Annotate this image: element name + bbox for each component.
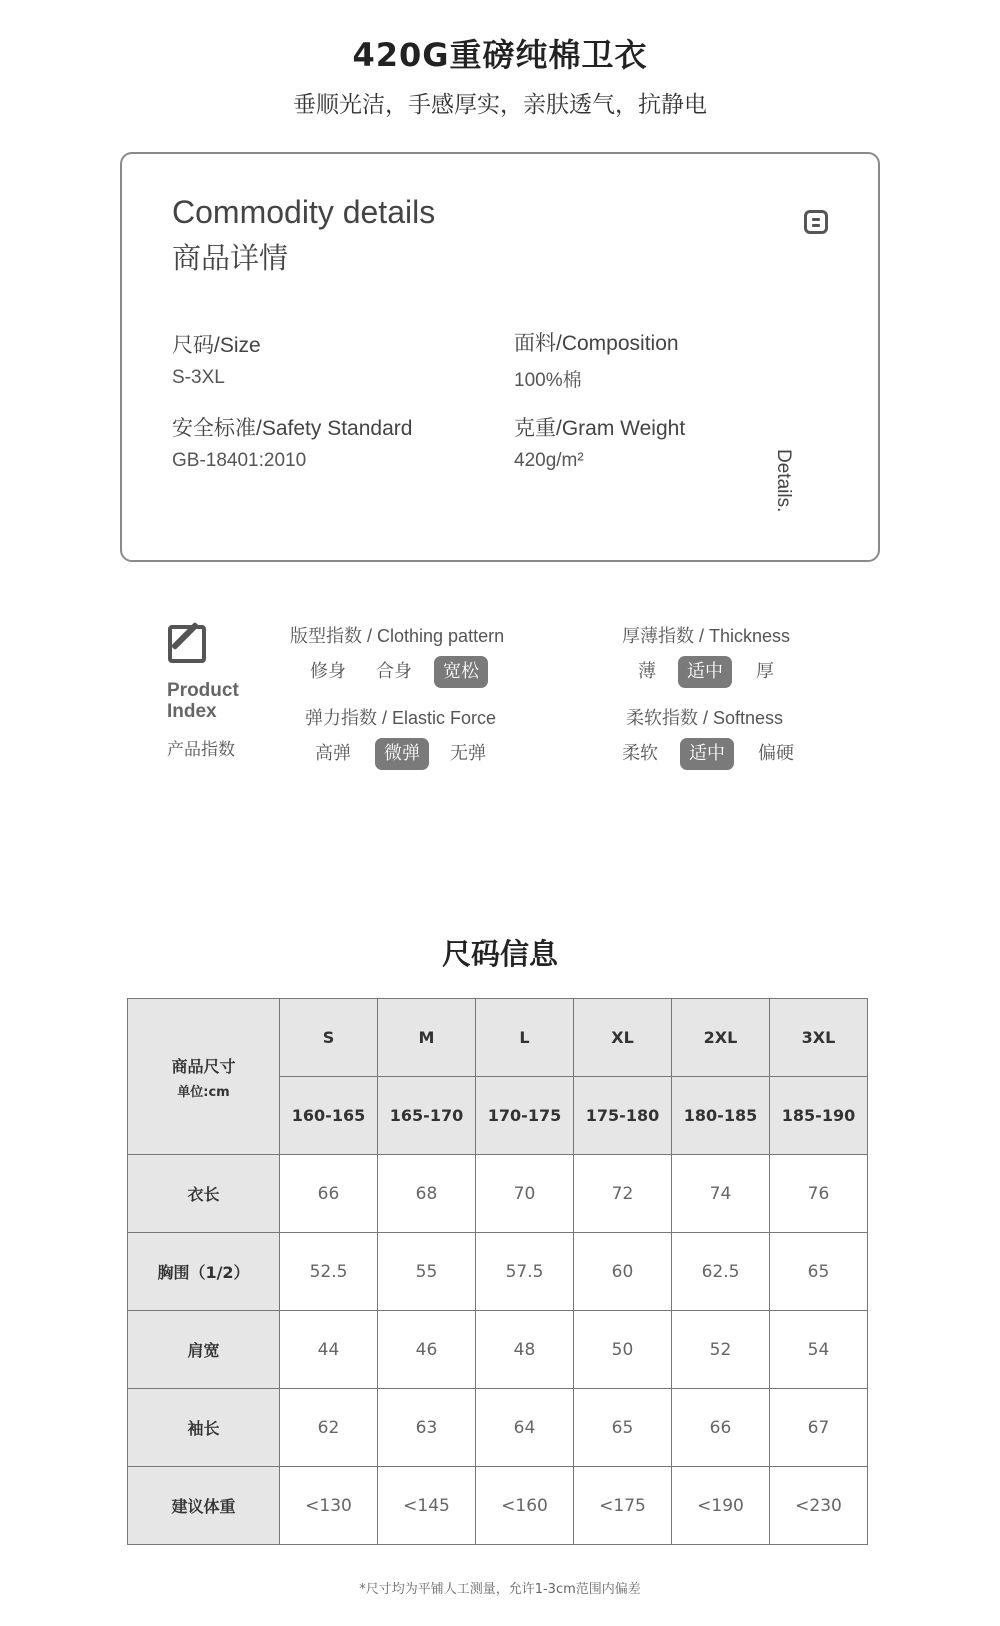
metric-option: 合身 (376, 661, 412, 682)
metric-option-selected: 微弹 (375, 738, 429, 770)
metric-options (622, 656, 942, 688)
metric-option: 柔软 (622, 743, 658, 764)
row-label: 胸围（1/2） (128, 1233, 280, 1311)
table-cell: 64 (476, 1389, 574, 1467)
table-cell: 63 (378, 1389, 476, 1467)
metric-elastic-force (305, 704, 625, 764)
corner-unit-label: 单位:cm (177, 1084, 230, 1100)
table-row (128, 1389, 868, 1467)
size-header-cell: M (378, 999, 476, 1077)
spec-label: 克重/Gram Weight (514, 417, 686, 440)
spec-gram-weight (514, 412, 685, 472)
page-subtitle: 垂顺光洁，手感厚实，亲肤透气，抗静电 (293, 92, 707, 118)
table-cell: 66 (280, 1155, 378, 1233)
row-label: 衣长 (128, 1155, 280, 1233)
metric-clothing-pattern (290, 622, 610, 682)
spec-label: 尺码/Size (172, 334, 261, 357)
table-cell: 74 (672, 1155, 770, 1233)
metric-option-selected: 适中 (678, 656, 732, 688)
spec-value: 100%棉 (514, 370, 582, 391)
metric-title (626, 704, 946, 730)
metric-thickness (622, 622, 942, 682)
table-row (128, 1311, 868, 1389)
table-cell: 62.5 (672, 1233, 770, 1311)
height-header-cell: 185-190 (770, 1077, 868, 1155)
size-header-cell: XL (574, 999, 672, 1077)
metric-option: 修身 (310, 661, 346, 682)
metric-title (622, 622, 942, 648)
table-cell: 57.5 (476, 1233, 574, 1311)
metric-title-cn: 弹力指数 (305, 708, 377, 729)
metric-options (622, 738, 946, 770)
metric-options (290, 656, 610, 688)
metric-option-selected: 适中 (680, 738, 734, 770)
details-side-label: Details. (773, 449, 794, 513)
metric-option: 薄 (638, 661, 656, 682)
metric-title (290, 622, 610, 648)
table-cell: 55 (378, 1233, 476, 1311)
height-header-cell: 180-185 (672, 1077, 770, 1155)
table-cell: <230 (770, 1467, 868, 1545)
commodity-title-cn: 商品详情 (172, 241, 289, 275)
table-cell: 62 (280, 1389, 378, 1467)
metric-softness (622, 704, 946, 764)
product-index-label (167, 680, 239, 722)
spec-safety-standard (172, 412, 412, 472)
row-label: 袖长 (128, 1389, 280, 1467)
metric-option: 厚 (756, 661, 774, 682)
page-title: 420G重磅纯棉卫衣 (352, 36, 648, 74)
table-cell: 50 (574, 1311, 672, 1389)
edit-icon (168, 625, 206, 663)
spec-label: 面料/Composition (514, 332, 679, 355)
product-index-line2: Index (167, 701, 217, 722)
size-header-cell: 3XL (770, 999, 868, 1077)
metric-title-en: / Softness (698, 708, 784, 728)
metric-title-en: / Thickness (694, 626, 791, 646)
height-header-cell: 165-170 (378, 1077, 476, 1155)
metric-option: 高弹 (315, 743, 351, 764)
metric-option-selected: 宽松 (434, 656, 488, 688)
row-label: 肩宽 (128, 1311, 280, 1389)
size-info-title: 尺码信息 (441, 937, 558, 971)
spec-size (172, 329, 261, 389)
row-label: 建议体重 (128, 1467, 280, 1545)
metric-title (305, 704, 625, 730)
table-cell: 67 (770, 1389, 868, 1467)
table-cell: 65 (574, 1389, 672, 1467)
table-cell: 70 (476, 1155, 574, 1233)
metric-title-cn: 柔软指数 (626, 708, 698, 729)
table-cell: 68 (378, 1155, 476, 1233)
table-cell: 60 (574, 1233, 672, 1311)
size-footnote: *尺寸均为平铺人工测量，允许1-3cm范围内偏差 (359, 1582, 641, 1597)
table-cell: 54 (770, 1311, 868, 1389)
document-icon (804, 210, 828, 234)
size-header-row (128, 999, 868, 1077)
spec-value: GB-18401:2010 (172, 450, 307, 471)
table-cell: 66 (672, 1389, 770, 1467)
metric-options (305, 738, 625, 770)
height-header-cell: 170-175 (476, 1077, 574, 1155)
spec-label: 安全标准/Safety Standard (172, 417, 413, 440)
metric-title-cn: 厚薄指数 (622, 626, 694, 647)
table-cell: <175 (574, 1467, 672, 1545)
metric-title-en: / Elastic Force (377, 708, 497, 728)
table-cell: 52.5 (280, 1233, 378, 1311)
height-header-cell: 160-165 (280, 1077, 378, 1155)
size-table (127, 998, 868, 1545)
spec-value: 420g/m² (514, 450, 584, 471)
table-cell: 72 (574, 1155, 672, 1233)
table-cell: <130 (280, 1467, 378, 1545)
table-cell: 76 (770, 1155, 868, 1233)
size-header-cell: L (476, 999, 574, 1077)
table-cell: 44 (280, 1311, 378, 1389)
corner-main-label: 商品尺寸 (171, 1056, 236, 1076)
commodity-details-card (120, 152, 880, 562)
table-cell: 52 (672, 1311, 770, 1389)
table-row (128, 1233, 868, 1311)
table-cell: <160 (476, 1467, 574, 1545)
table-row (128, 1155, 868, 1233)
spec-value: S-3XL (172, 367, 225, 388)
size-header-cell: 2XL (672, 999, 770, 1077)
metric-option: 偏硬 (758, 743, 794, 764)
spec-composition (514, 327, 679, 392)
size-table-corner (128, 999, 280, 1155)
product-index-line1: Product (167, 680, 239, 701)
product-index-cn: 产品指数 (167, 740, 235, 760)
metric-title-cn: 版型指数 (290, 626, 362, 647)
table-row (128, 1467, 868, 1545)
table-cell: 65 (770, 1233, 868, 1311)
commodity-title-en: Commodity details (172, 194, 436, 230)
metric-title-en: / Clothing pattern (362, 626, 505, 646)
table-cell: 46 (378, 1311, 476, 1389)
table-cell: 48 (476, 1311, 574, 1389)
height-header-cell: 175-180 (574, 1077, 672, 1155)
metric-option: 无弹 (450, 743, 486, 764)
table-cell: <145 (378, 1467, 476, 1545)
size-header-cell: S (280, 999, 378, 1077)
table-cell: <190 (672, 1467, 770, 1545)
